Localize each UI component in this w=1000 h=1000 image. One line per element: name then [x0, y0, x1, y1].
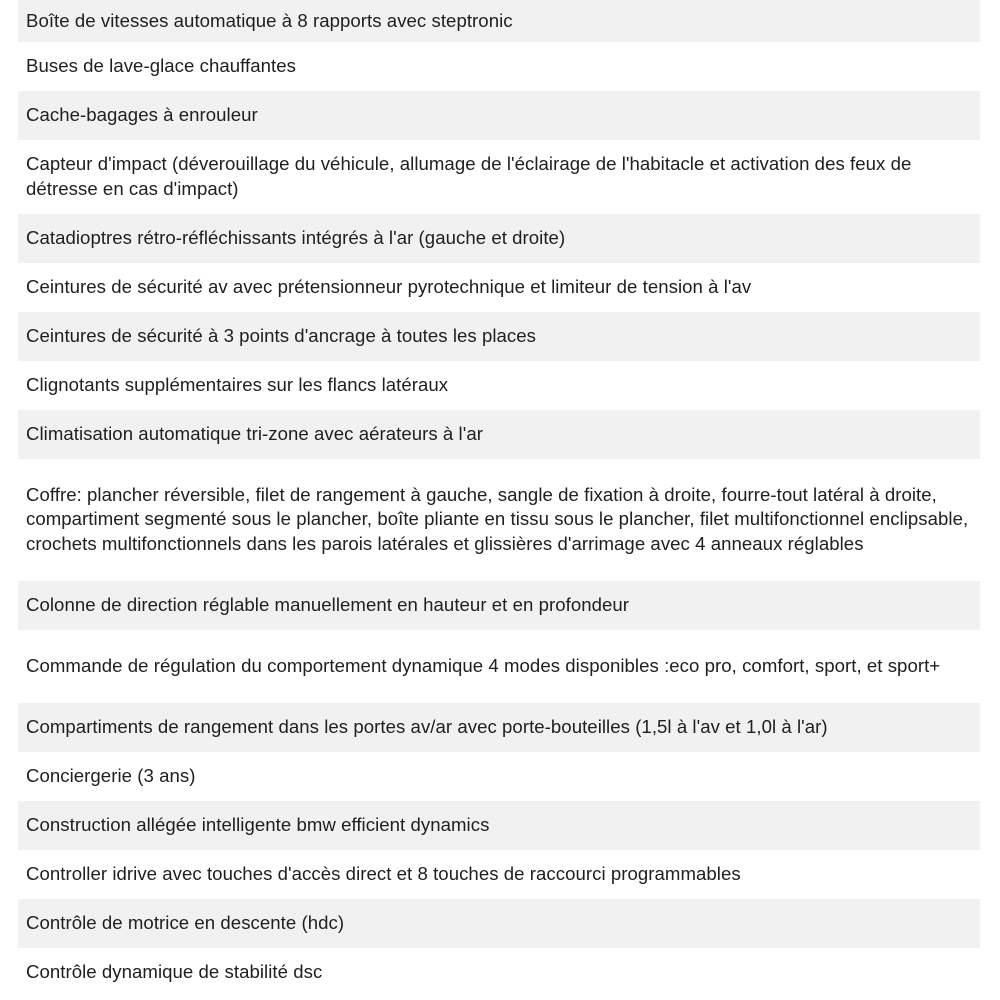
- list-item-label: Clignotants supplémentaires sur les flancs latéraux: [26, 373, 449, 395]
- list-item: [18, 214, 980, 263]
- list-item: [18, 42, 980, 91]
- list-item: [18, 361, 980, 410]
- list-item-label: Construction allégée intelligente bmw efficient dynamics: [26, 814, 490, 836]
- list-item: [18, 948, 980, 997]
- list-item-label: Contrôle dynamique de stabilité dsc: [26, 961, 323, 983]
- list-item-label: Contrôle de motrice en descente (hdc): [26, 912, 345, 934]
- list-item-label: Controller idrive avec touches d'accès direct et 8 touches de raccourci programmables: [26, 863, 741, 885]
- list-item: [18, 801, 980, 850]
- list-item: [18, 703, 980, 752]
- list-item-label: Ceintures de sécurité av avec prétensionneur pyrotechnique et limiteur de tension à l'av: [26, 275, 752, 297]
- list-item: [18, 459, 980, 581]
- list-item: [18, 263, 980, 312]
- list-item-label: Capteur d'impact (déverouillage du véhicule, allumage de l'éclairage de l'habitacle et activation des feux de détresse en cas d'impact): [26, 153, 912, 199]
- list-item-label: Buses de lave-glace chauffantes: [26, 55, 296, 77]
- list-item-label: Coffre: plancher réversible, filet de rangement à gauche, sangle de fixation à droite, fourre-tout latéral à droite, compartiment segmenté sous le plancher, boîte pliante en tissu sous le plancher, filet multifonctionnel enclipsable, crochets multifonctionnels dans les parois latérales et glissières d'arrimage avec 4 anneaux réglables: [26, 483, 969, 554]
- list-item-label: Climatisation automatique tri-zone avec aérateurs à l'ar: [26, 422, 483, 444]
- list-item-label: Cache-bagages à enrouleur: [26, 104, 258, 126]
- list-item: [18, 312, 980, 361]
- list-item-label: Ceintures de sécurité à 3 points d'ancrage à toutes les places: [26, 324, 537, 346]
- list-item: [18, 0, 980, 42]
- list-item: [18, 410, 980, 459]
- list-item-label: Commande de régulation du comportement dynamique 4 modes disponibles :eco pro, comfort, sport, et sport+: [26, 655, 941, 677]
- list-item: [18, 91, 980, 140]
- list-item-label: Conciergerie (3 ans): [26, 765, 196, 787]
- list-item-label: Catadioptres rétro-réfléchissants intégrés à l'ar (gauche et droite): [26, 226, 566, 248]
- list-item: [18, 752, 980, 801]
- list-item: [18, 899, 980, 948]
- equipment-list: [18, 0, 980, 997]
- list-item-label: Boîte de vitesses automatique à 8 rapports avec steptronic: [26, 9, 513, 31]
- list-item: [18, 581, 980, 630]
- list-item: [18, 140, 980, 214]
- list-item-label: Colonne de direction réglable manuellement en hauteur et en profondeur: [26, 593, 630, 615]
- list-item: [18, 850, 980, 899]
- list-item: [18, 630, 980, 704]
- list-item-label: Compartiments de rangement dans les portes av/ar avec porte-bouteilles (1,5l à l'av et 1,0l à l'ar): [26, 716, 828, 738]
